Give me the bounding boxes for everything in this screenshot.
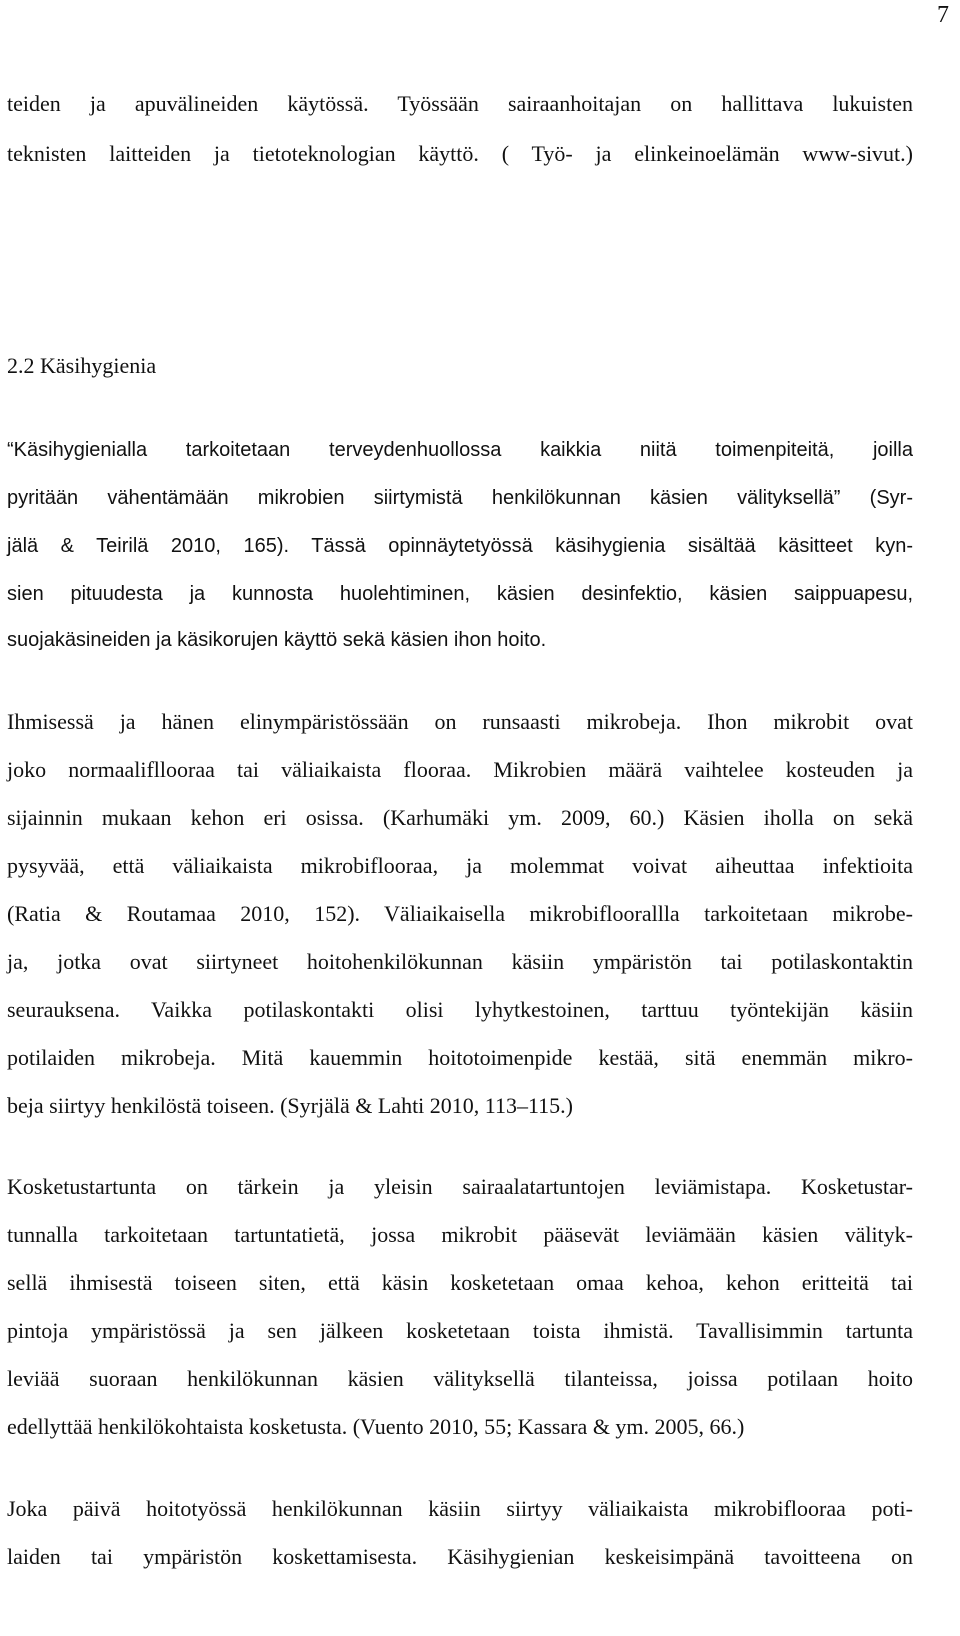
paragraph-line: seurauksena. Vaikka potilaskontakti olisi lyhytkestoinen, tarttuu työntekijän käsiin (7, 997, 913, 1022)
section-heading: 2.2 Käsihygienia (7, 353, 157, 378)
paragraph-line: pintoja ympäristössä ja sen jälkeen kosketetaan toista ihmistä. Tavallisimmin tartunta (7, 1318, 913, 1343)
paragraph-line: jälä & Teirilä 2010, 165). Tässä opinnäytetyössä käsihygienia sisältää käsitteet kyn- (7, 535, 913, 557)
paragraph-line: sijainnin mukaan kehon eri osissa. (Karhumäki ym. 2009, 60.) Käsien iholla on sekä (7, 805, 913, 830)
paragraph-line: joko normaalifllooraa tai väliaikaista flooraa. Mikrobien määrä vaihtelee kosteuden ja (7, 757, 913, 782)
page-number: 7 (937, 2, 949, 28)
paragraph-line: Joka päivä hoitotyössä henkilökunnan käsiin siirtyy väliaikaista mikrobiflooraa poti- (7, 1496, 913, 1521)
paragraph-line: tunnalla tarkoitetaan tartuntatietä, jossa mikrobit pääsevät leviämään käsien välityk- (7, 1222, 913, 1247)
paragraph-line: (Ratia & Routamaa 2010, 152). Väliaikaisella mikrobifloorallla tarkoitetaan mikrobe- (7, 901, 913, 926)
paragraph-line: leviää suoraan henkilökunnan käsien välityksellä tilanteissa, joissa potilaan hoito (7, 1366, 913, 1391)
paragraph-line: edellyttää henkilökohtaista kosketusta. (Vuento 2010, 55; Kassara & ym. 2005, 66.) (7, 1414, 745, 1439)
paragraph-line: laiden tai ympäristön koskettamisesta. Käsihygienian keskeisimpänä tavoitteena on (7, 1544, 913, 1569)
paragraph-line: sellä ihmisestä toiseen siten, että käsin kosketetaan omaa kehoa, kehon eritteitä tai (7, 1270, 913, 1295)
paragraph-line: “Käsihygienialla tarkoitetaan terveydenhuollossa kaikkia niitä toimenpiteitä, joilla (7, 439, 913, 461)
paragraph-line: suojakäsineiden ja käsikorujen käyttö sekä käsien ihon hoito. (7, 629, 547, 651)
paragraph-line: Ihmisessä ja hänen elinympäristössään on runsaasti mikrobeja. Ihon mikrobit ovat (7, 709, 913, 734)
paragraph-line: teiden ja apuvälineiden käytössä. Työssään sairaanhoitajan on hallittava lukuisten (7, 91, 913, 116)
paragraph-line: beja siirtyy henkilöstä toiseen. (Syrjälä & Lahti 2010, 113–115.) (7, 1093, 573, 1118)
paragraph-line: teknisten laitteiden ja tietoteknologian käyttö. ( Työ- ja elinkeinoelämän www-sivut.) (7, 141, 913, 166)
paragraph-line: ja, jotka ovat siirtyneet hoitohenkilökunnan käsiin ympäristön tai potilaskontaktin (7, 949, 913, 974)
paragraph-line: Kosketustartunta on tärkein ja yleisin sairaalatartuntojen leviämistapa. Kosketustar- (7, 1174, 913, 1199)
paragraph-line: pysyvää, että väliaikaista mikrobiflooraa, ja molemmat voivat aiheuttaa infektioita (7, 853, 913, 878)
paragraph-line: sien pituudesta ja kunnosta huolehtiminen, käsien desinfektio, käsien saippuapesu, (7, 583, 913, 605)
paragraph-line: potilaiden mikrobeja. Mitä kauemmin hoitotoimenpide kestää, sitä enemmän mikro- (7, 1045, 913, 1070)
paragraph-line: pyritään vähentämään mikrobien siirtymistä henkilökunnan käsien välityksellä” (Syr- (7, 487, 913, 509)
